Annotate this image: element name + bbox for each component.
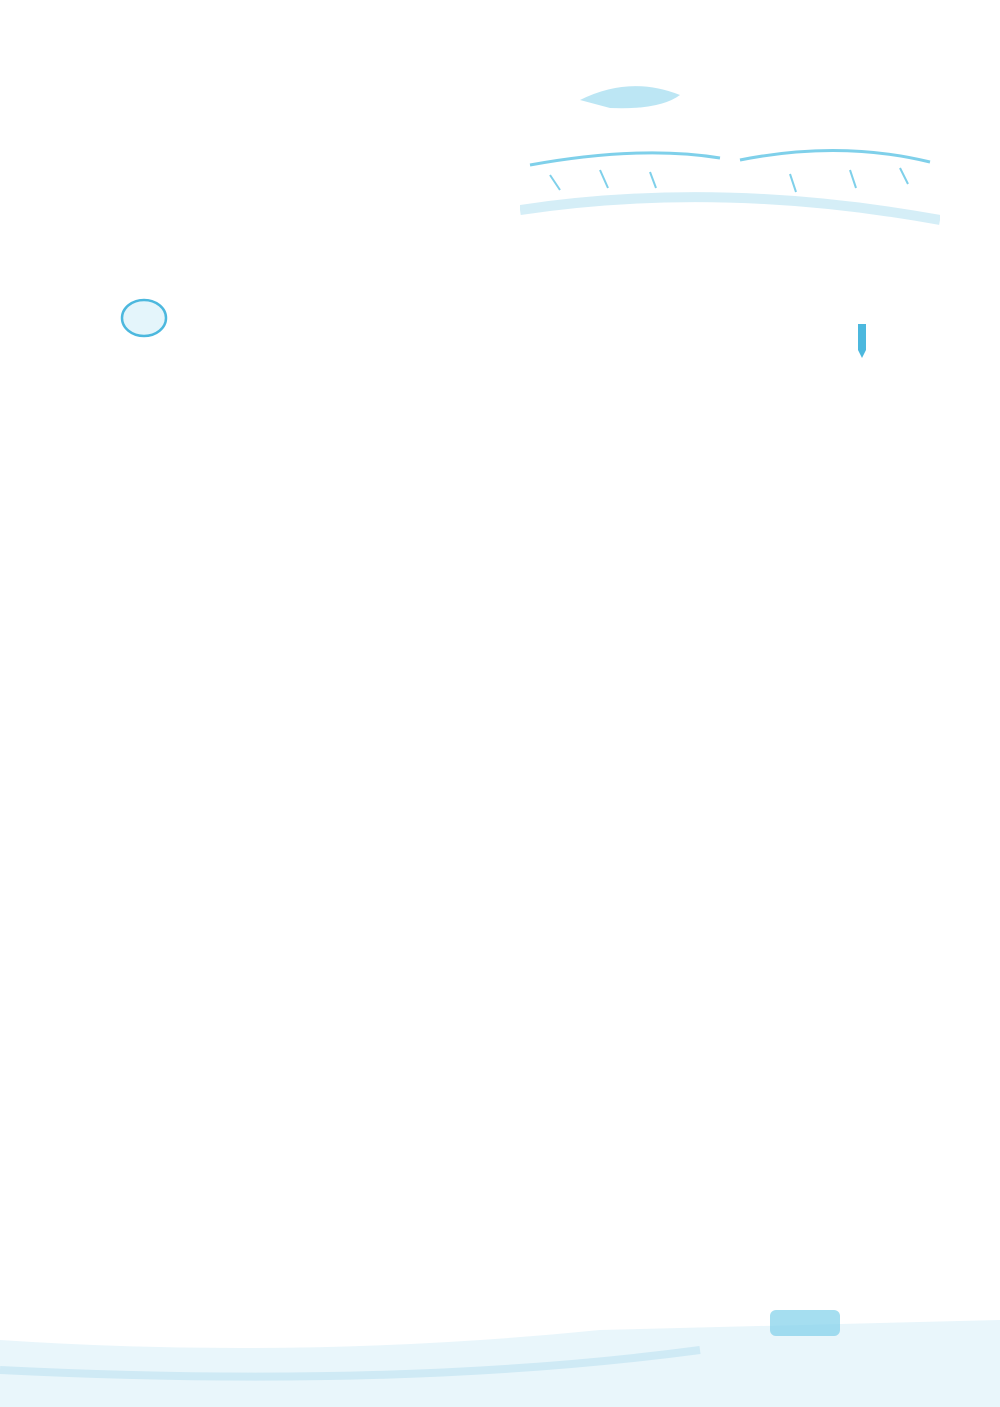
notes-sidebar — [812, 320, 992, 1230]
answer-content — [112, 290, 762, 346]
pencil-icon — [850, 322, 880, 362]
footer-decoration — [0, 1300, 1000, 1407]
section-badge-icon — [118, 294, 188, 340]
header-decoration — [520, 70, 940, 240]
section-b-header — [118, 294, 762, 340]
